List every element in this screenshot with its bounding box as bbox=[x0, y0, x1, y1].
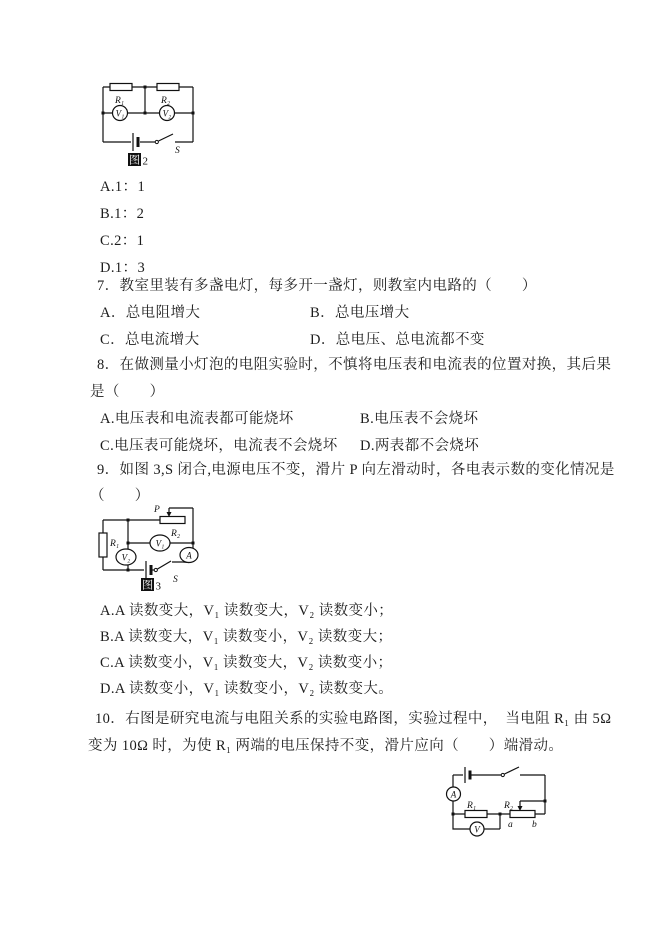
fig2-resistor-r1 bbox=[110, 84, 132, 91]
figure-q10-circuit bbox=[440, 760, 555, 852]
fig10-rheostat-r2 bbox=[510, 811, 535, 818]
figure-q10-circuit-svg bbox=[440, 760, 555, 852]
q9-stem-line1: 9．如图 3,S 闭合,电源电压不变，滑片 P 向左滑动时，各电表示数的变化情况是 bbox=[97, 462, 615, 478]
fig3-label-v2: V₂ bbox=[121, 552, 131, 563]
q8-option-a: A.电压表和电流表都可能烧坏 bbox=[100, 411, 294, 427]
fig2-label-v1: V₁ bbox=[115, 108, 125, 119]
fig10-switch-icon bbox=[501, 767, 519, 777]
q9-option-d: D.A 读数变小，V₁ 读数变小，V₂ 读数变大。 bbox=[100, 681, 394, 697]
q9-option-c: C.A 读数变小，V₁ 读数变大，V₂ 读数变小； bbox=[100, 655, 393, 671]
fig10-label-a-meter: A bbox=[450, 789, 457, 800]
fig2-caption-char: 图 bbox=[129, 154, 140, 167]
figure-2-circuit bbox=[95, 80, 215, 170]
fig3-resistor-r1 bbox=[99, 533, 107, 557]
fig2-battery-icon bbox=[133, 133, 138, 151]
q10-stem-line1: 10．右图是研究电流与电阻关系的实验电路图，实验过程中， 当电阻 R₁ 由 5Ω bbox=[95, 711, 612, 727]
q6-option-b: B.1：2 bbox=[100, 206, 145, 222]
fig3-battery-icon bbox=[146, 561, 151, 579]
figure-3-circuit-svg bbox=[88, 500, 218, 598]
fig2-label-r1: R₁ bbox=[115, 96, 125, 106]
q7-option-a: A．总电阻增大 bbox=[100, 305, 201, 321]
q9-option-b: B.A 读数变大，V₁ 读数变小，V₂ 读数变大； bbox=[100, 629, 393, 645]
q10-stem-line2: 变为 10Ω 时，为使 R₁ 两端的电压保持不变，滑片应向（ ）端滑动。 bbox=[88, 738, 564, 754]
q6-option-a: A.1：1 bbox=[100, 179, 146, 195]
fig10-label-v-meter: V bbox=[474, 824, 480, 835]
fig3-label-r1: R₁ bbox=[110, 539, 120, 549]
fig3-switch-icon bbox=[154, 561, 171, 572]
fig10-label-r2: R₂ bbox=[504, 801, 514, 811]
fig3-label-s: S bbox=[173, 575, 178, 585]
q8-option-b: B.电压表不会烧坏 bbox=[360, 411, 479, 427]
fig3-caption-number: 3 bbox=[155, 580, 161, 593]
q7-option-d: D．总电压、总电流都不变 bbox=[310, 332, 485, 348]
fig2-resistor-r2 bbox=[157, 84, 179, 91]
q9-stem-line2: （ ） bbox=[90, 488, 150, 504]
q8-option-d: D.两表都不会烧坏 bbox=[360, 438, 480, 454]
fig3-label-r2: R₂ bbox=[171, 529, 181, 539]
fig3-label-p: P bbox=[154, 505, 160, 515]
fig2-label-r2: R₂ bbox=[161, 96, 171, 106]
figure-2-circuit-svg bbox=[95, 80, 215, 170]
q6-option-d: D.1：3 bbox=[100, 260, 146, 276]
fig10-label-r1: R₁ bbox=[467, 801, 477, 811]
fig2-label-s: S bbox=[175, 146, 180, 156]
q8-stem-line1: 8．在做测量小灯泡的电阻实验时，不慎将电压表和电流表的位置对换，其后果 bbox=[97, 357, 612, 373]
fig3-rheostat-r2 bbox=[160, 517, 185, 524]
q7-option-b: B．总电压增大 bbox=[310, 305, 410, 321]
q9-option-a: A.A 读数变大，V₁ 读数变大，V₂ 读数变小； bbox=[100, 603, 394, 619]
q8-stem-line2: 是（ ） bbox=[90, 384, 165, 400]
fig3-caption-char: 图 bbox=[142, 579, 153, 592]
fig10-battery-icon bbox=[465, 767, 470, 783]
q8-option-c: C.电压表可能烧坏，电流表不会烧坏 bbox=[100, 438, 338, 454]
fig3-label-a: A bbox=[186, 550, 192, 561]
fig3-label-v1: V₁ bbox=[155, 538, 165, 549]
fig2-label-v2: V₂ bbox=[162, 108, 172, 119]
q6-option-c: C.2：1 bbox=[100, 233, 145, 249]
fig2-caption-number: 2 bbox=[142, 155, 148, 168]
fig10-resistor-r1 bbox=[465, 811, 487, 818]
fig2-switch-icon bbox=[155, 134, 173, 144]
fig10-label-end-a: a bbox=[508, 820, 513, 830]
q7-option-c: C．总电流增大 bbox=[100, 332, 200, 348]
q7-stem: 7．教室里装有多盏电灯，每多开一盏灯，则教室内电路的（ ） bbox=[97, 278, 537, 294]
figure-3-circuit bbox=[88, 500, 218, 598]
fig10-label-end-b: b bbox=[532, 820, 537, 830]
